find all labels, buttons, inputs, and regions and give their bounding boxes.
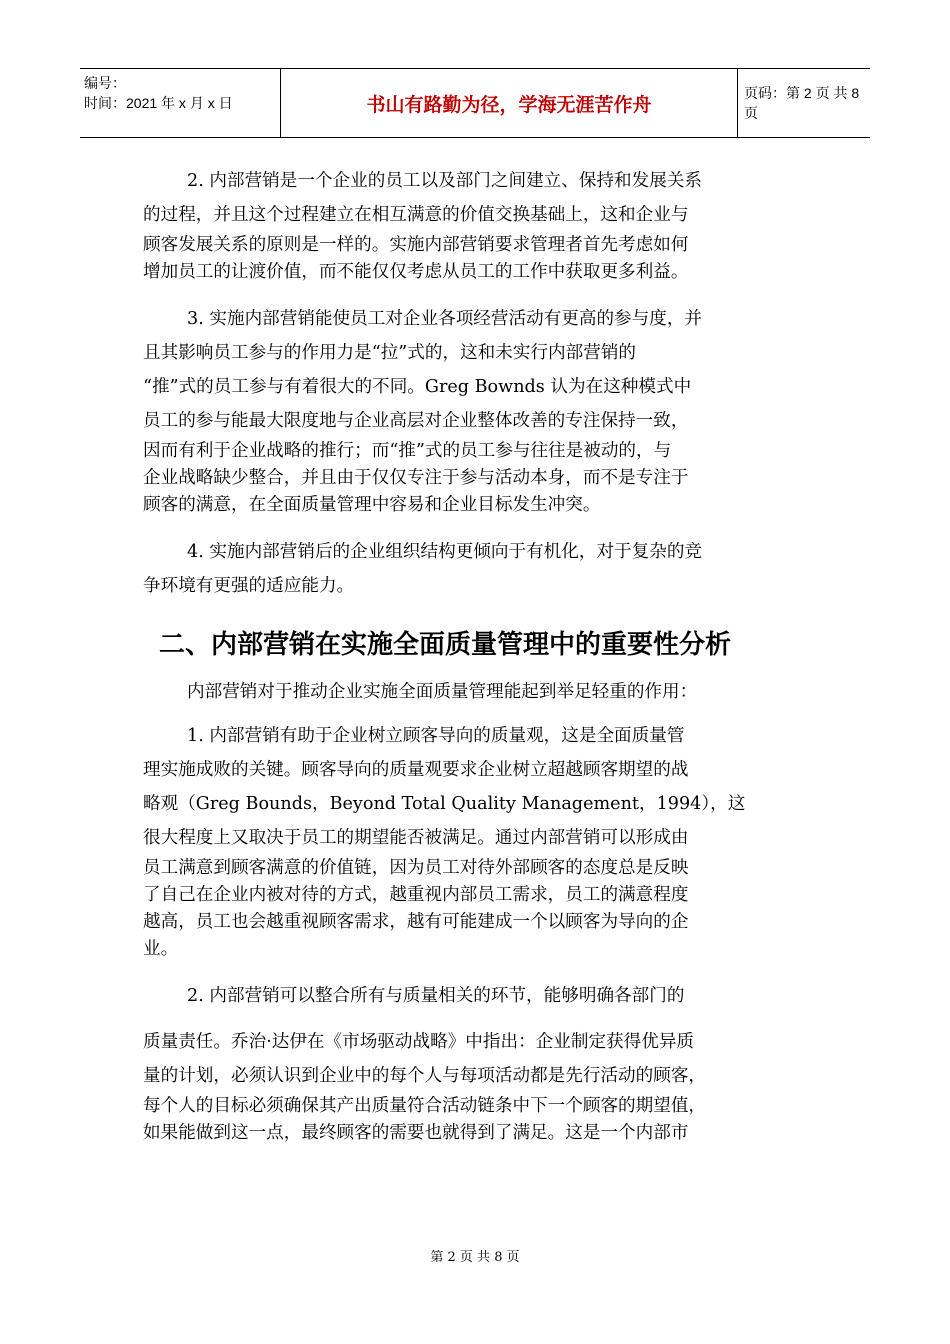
text-line: 员工的参与能最大限度地与企业高层对企业整体改善的专注保持一致， xyxy=(143,411,689,431)
text-line: 3. 实施内部营销能使员工对企业各项经营活动有更高的参与度，并 xyxy=(187,309,703,329)
text-line: 如果能做到这一点，最终顾客的需要也就得到了满足。这是一个内部市 xyxy=(143,1123,689,1143)
text-line: 企业战略缺少整合，并且由于仅仅专注于参与活动本身，而不是专注于 xyxy=(143,468,689,488)
text-line: 4. 实施内部营销后的企业组织结构更倾向于有机化，对于复杂的竞 xyxy=(187,542,703,562)
text-line: 顾客发展关系的原则是一样的。实施内部营销要求管理者首先考虑如何 xyxy=(143,235,689,255)
text-line: 内部营销对于推动企业实施全面质量管理能起到举足轻重的作用： xyxy=(187,682,698,702)
text-line: 理实施成败的关键。顾客导向的质量观要求企业树立超越顾客期望的战 xyxy=(143,760,689,780)
paragraph-3 xyxy=(143,302,799,519)
text-line: 的过程，并且这个过程建立在相互满意的价值交换基础上，这和企业与 xyxy=(143,205,689,225)
document-body xyxy=(143,164,799,1147)
text-line: 每个人的目标必须确保其产出质量符合活动链条中下一个顾客的期望值， xyxy=(143,1096,707,1116)
text-line: 顾客的满意，在全面质量管理中容易和企业目标发生冲突。 xyxy=(143,495,601,515)
document-number-label: 编号： xyxy=(84,75,126,91)
text-line: 了自己在企业内被对待的方式，越重视内部员工需求，员工的满意程度 xyxy=(143,885,689,905)
text-line: 越高，员工也会越重视顾客需求，越有可能建成一个以顾客为导向的企 xyxy=(143,912,689,932)
text-line: 1. 内部营销有助于企业树立顾客导向的质量观，这是全面质量管 xyxy=(187,726,685,746)
text-line: 量的计划，必须认识到企业中的每个人与每项活动都是先行活动的顾客， xyxy=(143,1066,707,1086)
page-footer: 第 2 页 共 8 页 xyxy=(430,1250,520,1265)
point-1 xyxy=(143,719,799,963)
text-line: 业。 xyxy=(143,939,179,959)
section-intro xyxy=(143,675,799,709)
text-line: 很大程度上又取决于员工的期望能否被满足。通过内部营销可以形成由 xyxy=(143,828,689,848)
text-line: 增加员工的让渡价值，而不能仅仅考虑从员工的工作中获取更多利益。 xyxy=(143,262,689,282)
text-line: 2. 内部营销可以整合所有与质量相关的环节，能够明确各部门的 xyxy=(187,986,685,1006)
paragraph-4 xyxy=(143,535,799,603)
paragraph-2 xyxy=(143,164,799,286)
text-line: 因而有利于企业战略的推行；而“推”式的员工参与往往是被动的，与 xyxy=(143,441,672,461)
text-line: 且其影响员工参与的作用力是“拉”式的，这和未实行内部营销的 xyxy=(143,343,637,363)
header-left xyxy=(84,73,278,113)
text-line: “推”式的员工参与有着很大的不同。Greg Bownds 认为在这种模式中 xyxy=(143,377,692,397)
text-line: 员工满意到顾客满意的价值链，因为员工对待外部顾客的态度总是反映 xyxy=(143,858,689,878)
page-header xyxy=(80,68,870,138)
text-line: 争环境有更强的适应能力。 xyxy=(143,576,355,596)
section-heading: 二、内部营销在实施全面质量管理中的重要性分析 xyxy=(159,630,732,660)
point-2 xyxy=(143,979,799,1147)
text-line: 质量责任。乔治·达伊在《市场驱动战略》中指出：企业制定获得优异质 xyxy=(143,1032,695,1052)
header-page-code: 页码：第 2 页 共 8 页 xyxy=(744,85,860,121)
header-motto: 书山有路勤为径，学海无涯苦作舟 xyxy=(280,69,738,137)
text-line: 2. 内部营销是一个企业的员工以及部门之间建立、保持和发展关系 xyxy=(187,171,703,191)
text-line: 略观（Greg Bounds，Beyond Total Quality Management，1994），这 xyxy=(143,794,746,814)
document-date: 时间：2021 年 x 月 x 日 xyxy=(84,95,233,111)
